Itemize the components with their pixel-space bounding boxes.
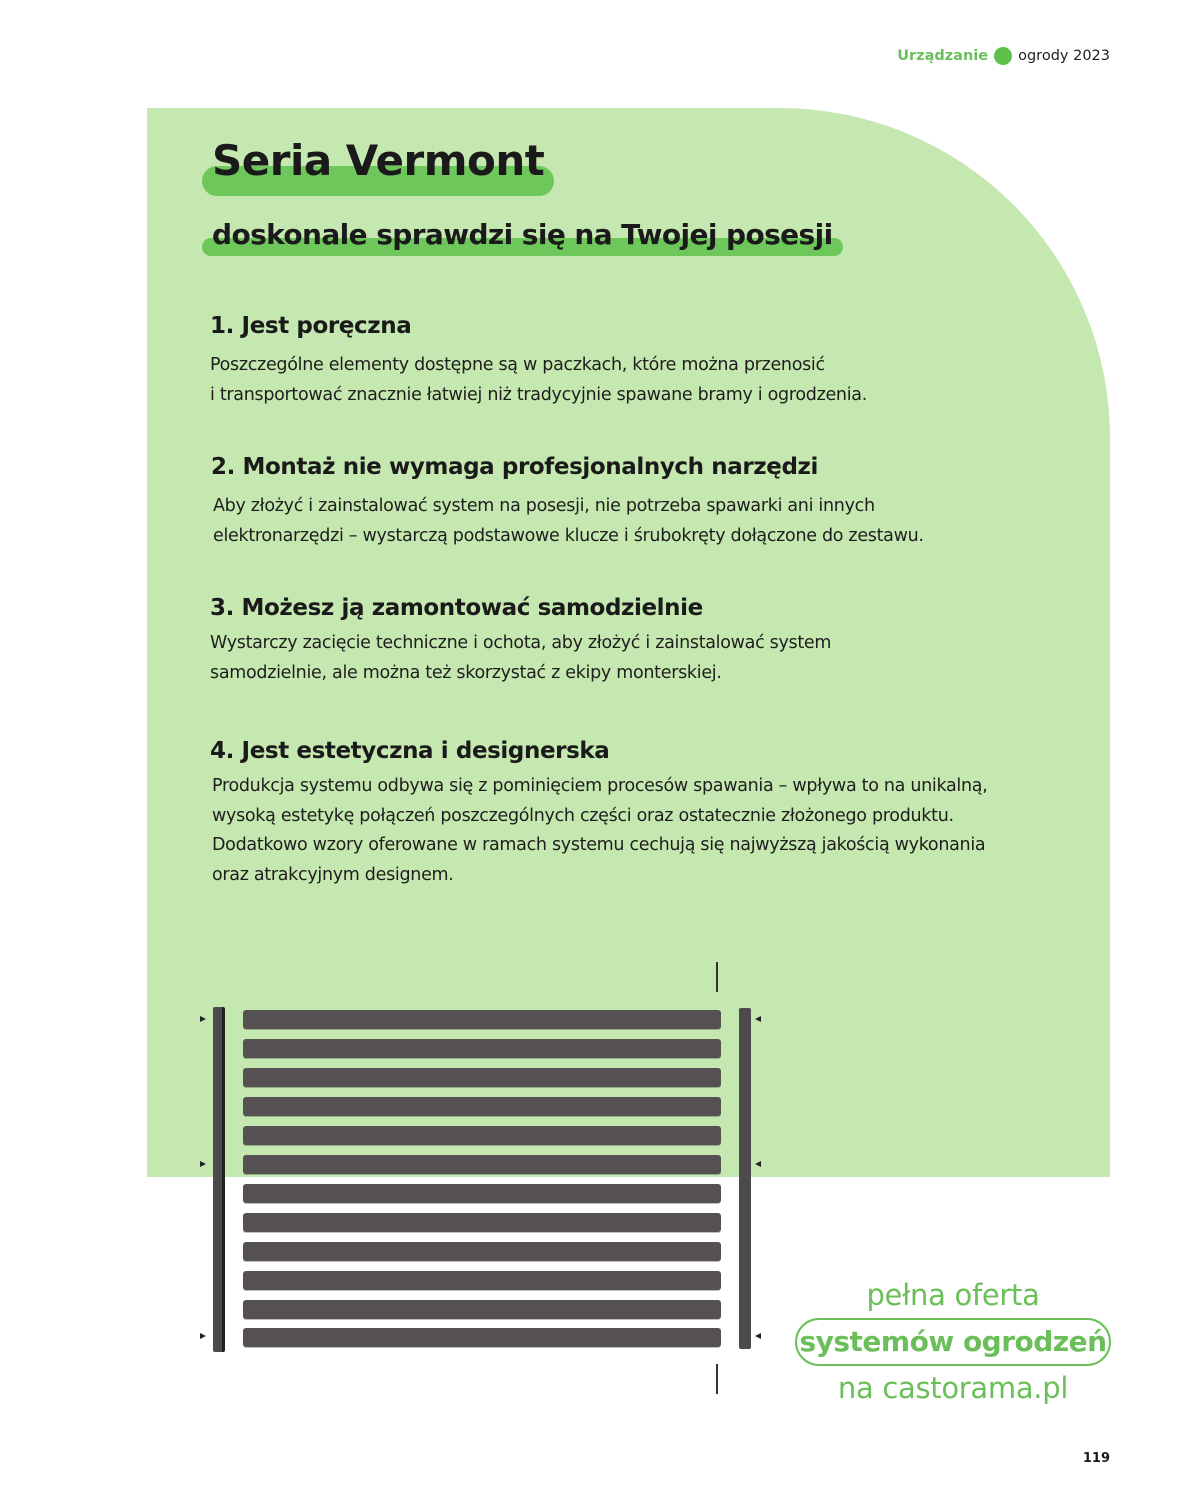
feature-line: elektronarzędzi – wystarczą podstawowe klucze i śrubokręty dołączone do zestawu. (213, 525, 924, 546)
offer-pill-link[interactable]: systemów ogrodzeń (795, 1318, 1111, 1366)
feature-text (211, 492, 924, 551)
page-title: Seria Vermont (212, 136, 545, 185)
arrow-left-icon (755, 1333, 761, 1339)
issue-label: ogrody 2023 (1018, 48, 1110, 64)
feature-text (210, 629, 831, 688)
page-subtitle: doskonale sprawdzi się na Twojej posesji (212, 218, 833, 251)
section-label: Urządzanie (897, 48, 989, 64)
feature-line: Poszczególne elementy dostępne są w paczkach, które można przenosić (210, 355, 825, 375)
feature-heading: 3. Możesz ją zamontować samodzielnie (210, 595, 703, 621)
feature-line: wysoką estetykę połączeń poszczególnych części oraz ostatecznie złożonego produktu. (212, 805, 954, 826)
feature-line: oraz atrakcyjnym designem. (212, 864, 454, 885)
fence-slat (243, 1271, 721, 1290)
feature-line: Dodatkowo wzory oferowane w ramach systemu cechują się najwyższą jakością wykonania (212, 835, 986, 855)
feature-line: i transportować znacznie łatwiej niż tradycyjnie spawane bramy i ogrodzenia. (210, 384, 867, 405)
fence-slat (243, 1184, 721, 1203)
title-block (202, 132, 554, 190)
fence-slat (243, 1328, 721, 1347)
running-head (897, 47, 1110, 65)
green-dot-icon (994, 47, 1012, 65)
feature-heading: 4. Jest estetyczna i designerska (210, 738, 610, 764)
feature-line: Wystarczy zacięcie techniczne i ochota, aby złożyć i zainstalować system (210, 633, 832, 653)
dimension-tick-bottom (716, 1364, 718, 1394)
feature-item-1 (210, 311, 867, 410)
feature-line: Aby złożyć i zainstalować system na posesji, nie potrzeba spawarki ani innych (213, 496, 875, 516)
arrow-right-icon (200, 1333, 206, 1339)
feature-line: Produkcja systemu odbywa się z pominięciem procesów spawania – wpływa to na unikalną, (212, 776, 988, 796)
page-number: 119 (1082, 1451, 1110, 1466)
subtitle-block (202, 214, 843, 256)
offer-callout (795, 1277, 1111, 1407)
fence-slat (243, 1300, 721, 1319)
offer-line-3: na castorama.pl (837, 1371, 1069, 1405)
feature-heading: 1. Jest poręczna (210, 313, 412, 339)
feature-heading: 2. Montaż nie wymaga profesjonalnych narzędzi (211, 454, 819, 480)
fence-slat (243, 1213, 721, 1232)
feature-item-4 (210, 736, 987, 890)
feature-text (210, 351, 867, 410)
feature-item-2 (211, 452, 924, 551)
feature-item-3 (210, 593, 831, 688)
fence-slat (243, 1242, 721, 1261)
feature-line: samodzielnie, ale można też skorzystać z ekipy monterskiej. (210, 662, 722, 683)
offer-line-1: pełna oferta (866, 1278, 1040, 1312)
feature-text (210, 772, 987, 890)
